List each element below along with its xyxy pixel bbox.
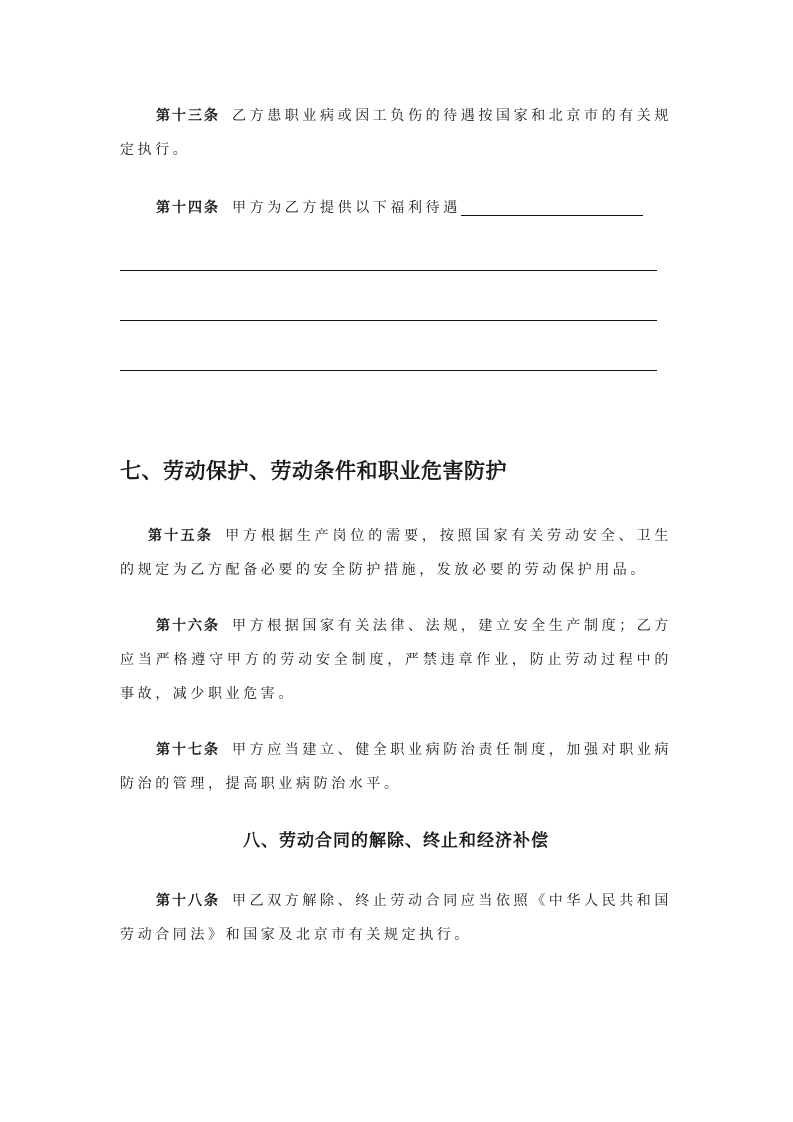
benefits-blank-line-3[interactable]: [120, 370, 657, 371]
article-16-label: 第十六条: [156, 618, 220, 634]
article-13-text: 乙方患职业病或因工负伤的待遇按国家和北京市的有关规定执行。: [120, 108, 672, 158]
article-18-label: 第十八条: [156, 893, 220, 909]
article-18-text: 甲乙双方解除、终止劳动合同应当依照《中华人民共和国劳动合同法》和国家及北京市有关规定执行。: [120, 893, 672, 943]
section-8-heading: 八、劳动合同的解除、终止和经济补偿: [243, 831, 549, 851]
benefits-blank-line-1[interactable]: [120, 270, 657, 271]
article-15-label: 第十五条: [148, 528, 214, 544]
benefits-blank-line-2[interactable]: [120, 320, 657, 321]
article-14: [120, 191, 672, 225]
benefits-fill-blank[interactable]: [461, 197, 643, 216]
article-18: [120, 884, 672, 952]
article-15: [120, 519, 672, 587]
article-14-label: 第十四条: [156, 200, 220, 216]
article-13-label: 第十三条: [156, 108, 220, 124]
section-7-heading: 七、劳动保护、劳动条件和职业危害防护: [120, 459, 507, 483]
article-16-text: 甲方根据国家有关法律、法规，建立安全生产制度；乙方应当严格遵守甲方的劳动安全制度，严禁违章作业，防止劳动过程中的事故，减少职业危害。: [120, 618, 672, 702]
article-14-text: 甲方为乙方提供以下福利待遇: [232, 200, 461, 216]
article-15-text: 甲方根据生产岗位的需要，按照国家有关劳动安全、卫生的规定为乙方配备必要的安全防护措施，发放必要的劳动保护用品。: [120, 528, 673, 578]
article-17: [120, 733, 672, 801]
article-13: [120, 99, 672, 167]
article-17-text: 甲方应当建立、健全职业病防治责任制度，加强对职业病防治的管理，提高职业病防治水平。: [120, 742, 672, 792]
article-16: [120, 609, 672, 711]
article-17-label: 第十七条: [156, 742, 220, 758]
